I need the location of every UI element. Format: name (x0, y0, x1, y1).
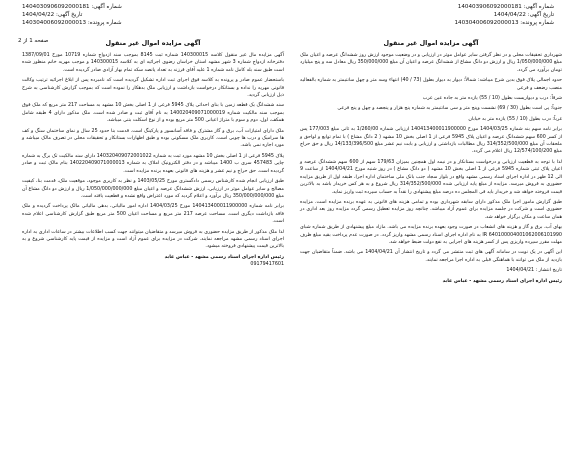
notice-paragraph: جنوباً: پی است بطول (30 / 69) نشست وپنج متر و سی سانتیمتر به شماره پنج هزار و پنجصد و چهل و پنج فرعی (337, 106, 562, 112)
notice-paragraph: این آگهی در یک نوبت در سامانه آگهی های ثبت منتشر می گردد و تاریخ انتشار آن 1404/04/21 می باشد. ضمناً متقاضیان جهت بازدید از ملک می توانند با هماهنگی قبلی به اداره اجرا مراجعه نمایند. (300, 250, 562, 263)
notice-paragraph: لذا با توجه به قطعیت ارزیابی و درخواست بستانکار و در نیمه اول همچنین بمیزان 179/63 سهم از 600 سهم ششدانگ عرصه و اعیان پلاک ثبتی شماره 5945 فرعی از 1 اصلی بخش 10 مشهد ( دو دانگ مشاع ) در روز شنبه مورخ 1404/04/21 از ساعت 9 الی 12 ظهر در اداره اجرای اسناد رسمی مشهد واقع در بلوار سجاد جنب بانک ملی ساختمان اداره اجرا، طبقه اول از طریق مزایده حضوری به فروش میرسد. مزایده از مبلغ پایه ارزیابی شده 314/352/500/000 ریال شروع و به هر کس خریدار باشد به بالاترین قیمت فروخته خواهد شد و خریدار باید فی المجلس ده درصد مبلغ پیشنهادی را نقداً به حساب سپرده ثبت واریز نماید. (300, 159, 562, 195)
right-column (300, 37, 562, 285)
meta-line: شماره آگهی: 1404030906092000181 (22, 4, 122, 10)
notice-title: آگهی مزایده اموال غیر منقول (383, 39, 479, 47)
notice-title: آگهی مزایده اموال غیر منقول (105, 39, 201, 47)
notice-paragraph: باستحضار عموم صادر و پرونده به کلاسه فوق اجرای ثبت اداره تشکیل گردیده است که نامبرده پس از ابلاغ اجرائیه ترتیب وکالت قانونی مهریه را نداده و بستانکار درخواست بازداشت و ارزیابی ملک بدهکار را نموده است که بموجب گزارش کارشناسی به شرح ذیل ارزیابی گردید. (22, 78, 284, 99)
right-notice-meta (454, 3, 554, 27)
notice-paragraph: سند ششدانگ یک قطعه زمین با بنای احداثی پلاک 5945 فرعی از 1 اصلی بخش 10 مشهد به مساحت 217 متر مربع که ملک فوق بموجب سند مالکیت شماره 140020409071000019 به نام آقای ثبت و صادر شده است. ملک مذکور دارای 4 طبقه شامل همکف، اول، دوم و سوم با متراژ اعیانی 500 متر مربع بوده و از نوع اسکلت بتنی میباشد. (22, 103, 284, 124)
signature: رئیس اداره اجرای اسناد رسمی مشهد - عباس عابد (442, 278, 562, 284)
notice-paragraph: غرباً: درب بطول (10 / 55) یازده متر به خیابان (468, 116, 562, 122)
notice-paragraph: آگهی مزایده مال غیر منقول کلاسه 140300015 شماره ثبت 8145 بموجب سند ازدواج شماره 10719 مورخ 1387/09/01 دفترخانه ازدواج شماره 3 شهر مشهد استان خراسان رضوی اجرائیه ای به کلاسه 140300015 و موجب مهریه خانم منظور شده است طبق سند بله کامل نامه شماره 1 علیه آقای فرزند به تعداد پانصد سکه تمام بهار آزادی صادر گردیده است. (22, 53, 285, 73)
notice-paragraph: طبق ارزیابی انجام شده کارشناس رسمی دادگستری مورخ 1403/05/25 و نظر به کاربری موجود، موقعیت ملک، قدمت بنا، کیفیت مصالح و سایر عوامل موثر در ارزیابی، ارزش ششدانگ عرصه و اعیان مبلغ 1/050/000/000/000 ریال و ارزش دو دانگ مشاع آن مبلغ 350/000/000/000 ریال برآورد و اعلام گردید که مورد اعتراض واقع نشده و قطعیت یافته است. (22, 179, 284, 199)
signature: رئیس اداره اجرای اسناد رسمی مشهد - عباس عابد (164, 254, 284, 260)
notice-paragraph: برابر نامه سهم بند شماره 1404/03/25 مورخ 140413400011900000 ارزیابی شماره 1/260/00 به ثانی مبلغ 177/003 پس از کسر 600 سهم ششدانگ عرصه و اعیان پلاک 5945 فرعی از 1 اصلی بخش 10 مشهد ( 2 دانگ مشاع ) با تمام توابع و لواحق و ملحقات آن مبلغ 314/352/500/000 ریال مطالبات بازداشتی و ارزیابی و بابت نیم عشر مبلغ 14/133/396/500 ریال و حق حراج مبلغ 12/574/100/200 ریال اعلام می گردد. (300, 127, 562, 155)
meta-line: شماره آگهی: 140403906092000181 (457, 4, 554, 10)
phone-number: 09179417601 (250, 262, 284, 268)
notice-paragraph: لذا ملک مذکور از طریق مزایده حضوری به فروش میرسد و متقاضیان میتوانند جهت کسب اطلاعات بیشتر در ساعات اداری به اداره اجرای اسناد رسمی مشهد مراجعه نمایند. شرکت در مزایده برای عموم آزاد است و مزایده از قیمت پایه کارشناسی شروع و به بالاترین قیمت پیشنهادی فروخته میشود. (22, 229, 284, 250)
publish-date: تاریخ انتشار : 1404/04/21 (506, 268, 562, 274)
notice-paragraph: پلاک 5945 فرعی از 1 اصلی بخش 10 مشهد مورد ثبت به شماره 140320409072001022 دارای سند مالکیت تک برگ به شماره چاپی 457483 سری ب 1400 میباشد و در دفتر الکترونیک املاک به شماره 140220409071000013 بنام مالک ثبت و صادر گردیده است. حق حراج و نیم عشر و هزینه های قانونی بعهده برنده مزایده است. (22, 153, 284, 174)
notice-paragraph: برابر نامه شماره 140413400011900000 مورخ 1404/03/25 اداره امور مالیاتی، بدهی مالیاتی مالک پرداخت گردیده و ملک فاقد بازداشت دیگری است. مساحت عرصه 217 متر مربع و مساحت اعیان 500 متر مربع طبق گزارش کارشناسی اعلام شده است. (22, 204, 284, 225)
meta-line: شماره پرونده: 140304006092000013 (22, 20, 122, 26)
left-column (22, 37, 284, 272)
meta-line: تاریخ آگهی: 1404/04/22 (493, 12, 554, 18)
meta-line: شماره پرونده: 140304006092000013 (454, 20, 554, 26)
notice-paragraph: بهای آب، برق و گاز و هزینه های انشعاب در صورت وجود بعهده برنده مزایده می باشد. مازاد مبلغ پیشنهادی از طریق شماره شبای IR 640100004001062006101990 به نام اداره اجرای اسناد رسمی مشهد واریز گردد. در صورت عدم پرداخت بقیه مبلغ ظرف مهلت مقرر سپرده واریزی پس از کسر هزینه های اجرایی به نفع دولت ضبط خواهد شد. (300, 225, 562, 245)
notice-paragraph: شرقاً: درب و دیواریست بطول (10 / 55) یازده متر به جاده عین عرب (422, 96, 562, 102)
left-notice-meta (22, 3, 122, 27)
meta-line: تاریخ آگهی: 1404/04/22 (22, 12, 83, 18)
notice-paragraph: شهرداری تحقیقات محلی و در نظر گرفتن سایر عوامل موثر در ارزیابی و در وضعیت موجود ارزش روز ششدانگ عرصه و اعیان ملک مبلغ 1/050/000/000 ریال و ارزش دو دانگ مشاع از ششدانگ عرصه و اعیان آن مبلغ 350/000/000 ریال معادل سه و پنج میلیارد تومان برآورد می گردد. (300, 53, 562, 73)
notice-paragraph: ملک دارای امتیازات آب، برق و گاز مشترک و فاقد آسانسور و پارکینگ است. قدمت بنا حدود 25 سال و نمای ساختمان سنگ و کف ها سرامیک و درب ها چوبی است. کاربری ملک مسکونی بوده و طبق اظهارات بستانکار و تحقیقات محلی در تصرف مالک میباشد و مورد اجاره نمی باشد. (22, 128, 285, 149)
notice-paragraph: حدود اجمالی پلاک فوق بدین شرح میباشد: شمالاً: دیوار به دیوار بطول (73 / 40) انتهاء وسه متر و چهل سانتیمتر به شماره بالفعالیه منصب رضعف و فرعی (300, 78, 562, 91)
notice-paragraph: طبق گزارش مامور اجرا ملک مذکور دارای سابقه شهرداری بوده و تمامی هزینه های قانونی به عهده برنده مزایده است. مزایده حضوری است و شرکت در جلسه مزایده برای عموم آزاد میباشد. چنانچه روز مزایده تعطیل رسمی گردد مزایده روز بعد اداری در همان ساعت و مکان برگزار خواهد شد. (300, 199, 562, 220)
page-counter: صفحه 1 از 2 (18, 38, 49, 44)
